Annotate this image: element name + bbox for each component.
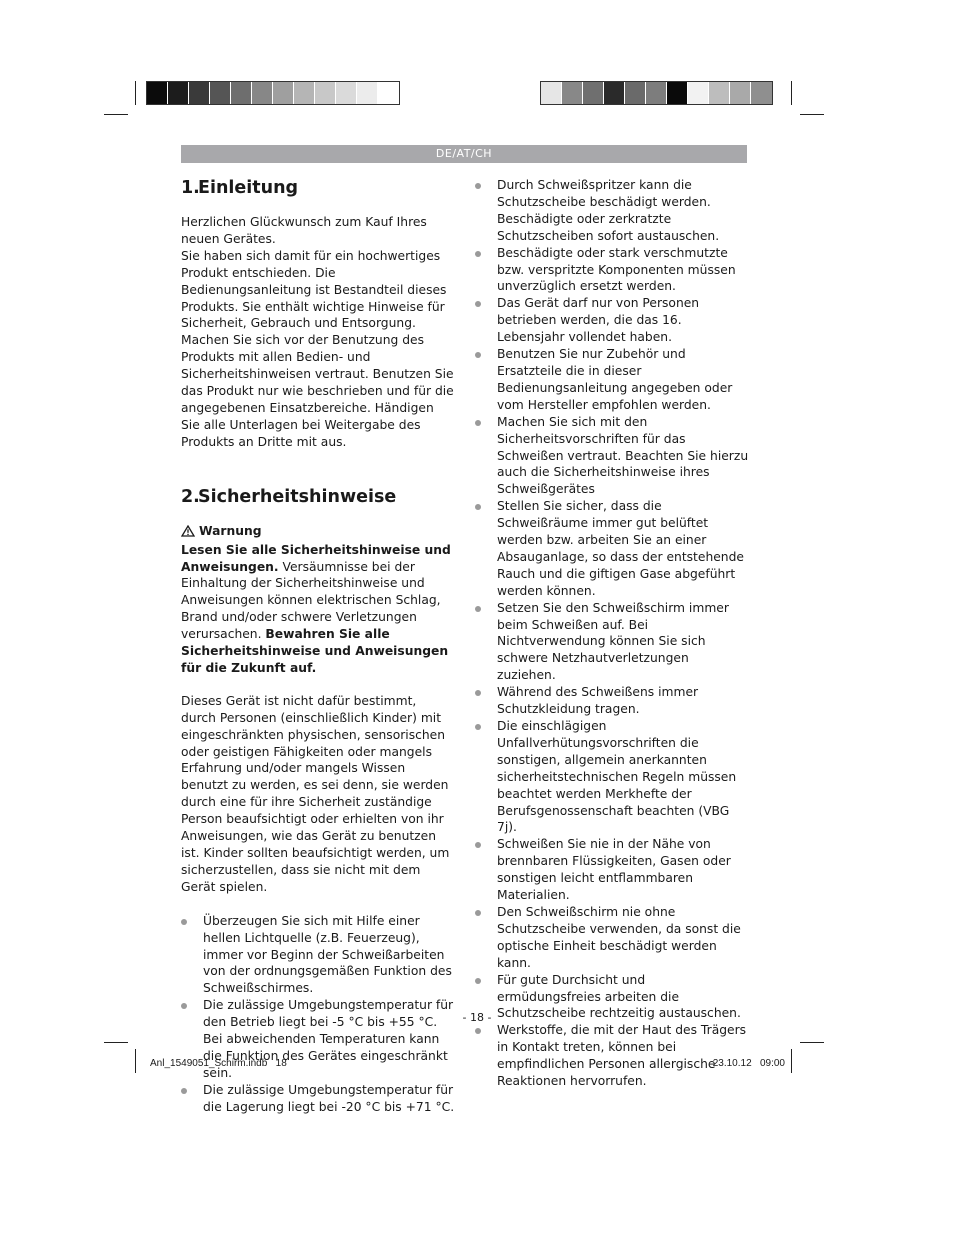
crop-mark — [135, 81, 136, 105]
color-swatch — [646, 82, 667, 104]
footer-filename: Anl_1549051_Schirm.indb 18 — [150, 1058, 287, 1069]
color-swatch — [730, 82, 751, 104]
footer-datetime: 23.10.12 09:00 — [712, 1058, 785, 1069]
color-swatch — [315, 82, 336, 104]
language-header-bar — [181, 145, 747, 163]
list-item: Während des Schweißens immer Schutzkleidung tragen. — [475, 684, 749, 718]
crop-mark — [800, 114, 824, 115]
color-swatch — [357, 82, 378, 104]
warning-label: Warnung — [181, 523, 455, 542]
color-swatch — [541, 82, 562, 104]
warning-text: Lesen Sie alle Sicherheitshinweise und Anweisungen. Versäumnisse bei der Einhaltung der Sicherheitshinweise und Anweisungen können elektrischen Schlag, Brand und/oder schwere Verletzungen verursachen. Bewahren Sie alle Sicherheitshinweise und Anweisungen für die Zukunft auf. — [181, 542, 451, 675]
list-item: Überzeugen Sie sich mit Hilfe einer hellen Lichtquelle (z.B. Feuerzeug), immer vor Beginn der Schweißarbeiten von der ordnungsgemäßen Funktion des Schweißschirmes. — [181, 913, 455, 998]
color-swatch — [583, 82, 604, 104]
color-swatch — [273, 82, 294, 104]
color-calibration-bar-left — [146, 81, 400, 105]
left-column — [181, 177, 455, 1116]
list-item: Die zulässige Umgebungstemperatur für den Betrieb liegt bei -5 °C bis +55 °C. Bei abweichenden Temperaturen kann die Funktion des Gerätes eingeschränkt sein. — [181, 997, 455, 1082]
page-number: - 18 - — [462, 1011, 492, 1024]
color-calibration-bar-right — [540, 81, 773, 105]
warning-triangle-icon — [181, 525, 195, 542]
list-item: Das Gerät darf nur von Personen betrieben werden, die das 16. Lebensjahr vollendet haben. — [475, 295, 749, 346]
section-title: Sicherheitshinweise — [198, 486, 397, 507]
crop-mark — [791, 1049, 792, 1073]
list-item: Für gute Durchsicht und ermüdungsfreies arbeiten die Schutzscheibe rechtzeitig austauschen. — [475, 972, 749, 1023]
bullet-list-right — [475, 177, 749, 1090]
crop-mark — [104, 114, 128, 115]
list-item: Beschädigte oder stark verschmutzte bzw. verspritzte Komponenten müssen unverzüglich ersetzt werden. — [475, 245, 749, 296]
children-paragraph: Dieses Gerät ist nicht dafür bestimmt, durch Personen (einschließlich Kinder) mit eingeschränkten physischen, sensorischen oder geistigen Fähigkeiten oder mangels Erfahrung und/oder mangels Wissen benutzt zu werden, es sei denn, sie werden durch eine für ihre Sicherheit zuständige Person beaufsichtigt oder erhielten von ihr Anweisungen, wie das Gerät zu benutzen ist. Kinder sollten beaufsichtigt werden, um sicherzustellen, dass sie nicht mit dem Gerät spielen. — [181, 693, 450, 894]
color-swatch — [252, 82, 273, 104]
list-item: Stellen Sie sicher, dass die Schweißräume immer gut belüftet werden bzw. arbeiten Sie an einer Absauganlage, so dass der entstehende Rauch und die giftigen Gase abgeführt werden können. — [475, 498, 749, 599]
color-swatch — [210, 82, 231, 104]
color-swatch — [562, 82, 583, 104]
color-swatch — [336, 82, 357, 104]
section-number: 2. — [181, 486, 200, 507]
crop-mark — [800, 1042, 824, 1043]
section-heading-einleitung — [181, 177, 455, 199]
list-item: Schweißen Sie nie in der Nähe von brennbaren Flüssigkeiten, Gasen oder sonstigen leicht entflammbaren Materialien. — [475, 836, 749, 904]
color-swatch — [189, 82, 210, 104]
language-code: DE/AT/CH — [435, 147, 493, 160]
list-item: Durch Schweißspritzer kann die Schutzscheibe beschädigt werden. Beschädigte oder zerkratzte Schutzscheiben sofort austauschen. — [475, 177, 749, 245]
list-item: Machen Sie sich mit den Sicherheitsvorschriften für das Schweißen vertraut. Beachten Sie hierzu auch die Sicherheitshinweise ihres Schweißgerätes — [475, 414, 749, 499]
crop-mark — [791, 81, 792, 105]
section-title: Einleitung — [198, 178, 299, 198]
crop-mark — [135, 1049, 136, 1073]
color-swatch — [625, 82, 646, 104]
intro-paragraph-2: Sie haben sich damit für ein hochwertiges Produkt entschieden. Die Bedienungsanleitung ist Bestandteil dieses Produkts. Sie enthält wichtige Hinweise für Sicherheit, Gebrauch und Entsorgung. Machen Sie sich vor der Benutzung des Produkts mit allen Bedien- und Sicherheitshinweisen vertraut. Benutzen Sie das Produkt nur wie beschrieben und für die angegebenen Einsatzbereiche. Händigen Sie alle Unterlagen bei Weitergabe des Produkts an Dritte mit aus. — [181, 248, 454, 449]
color-swatch — [667, 82, 688, 104]
list-item: Den Schweißschirm nie ohne Schutzscheibe verwenden, da sonst die optische Einheit beschädigt werden kann. — [475, 904, 749, 972]
crop-mark — [104, 1042, 128, 1043]
color-swatch — [168, 82, 189, 104]
color-swatch — [294, 82, 315, 104]
color-swatch — [688, 82, 709, 104]
color-swatch — [147, 82, 168, 104]
list-item: Setzen Sie den Schweißschirm immer beim Schweißen auf. Bei Nichtverwendung können Sie sich schwere Netzhautverletzungen zuziehen. — [475, 600, 749, 685]
color-swatch — [709, 82, 730, 104]
color-swatch — [751, 82, 772, 104]
color-swatch — [378, 82, 399, 104]
list-item: Werkstoffe, die mit der Haut des Trägers in Kontakt treten, können bei empfindlichen Personen allergische Reaktionen hervorrufen. — [475, 1022, 749, 1090]
color-swatch — [231, 82, 252, 104]
color-swatch — [604, 82, 625, 104]
list-item: Benutzen Sie nur Zubehör und Ersatzteile die in dieser Bedienungsanleitung angegeben oder vom Hersteller empfohlen werden. — [475, 346, 749, 414]
list-item: Die zulässige Umgebungstemperatur für die Lagerung liegt bei -20 °C bis +71 °C. — [181, 1082, 455, 1116]
intro-paragraph-1: Herzlichen Glückwunsch zum Kauf Ihres neuen Gerätes. — [181, 215, 427, 246]
section-number: 1. — [181, 178, 200, 198]
right-column — [475, 177, 749, 1090]
list-item: Die einschlägigen Unfallverhütungsvorschriften die sonstigen, allgemein anerkannten sicherheitstechnischen Regeln müssen beachtet werden Merkhefte der Berufsgenossenschaft beachten (VBG 7j). — [475, 718, 749, 836]
section-heading-sicherheitshinweise — [181, 486, 455, 508]
